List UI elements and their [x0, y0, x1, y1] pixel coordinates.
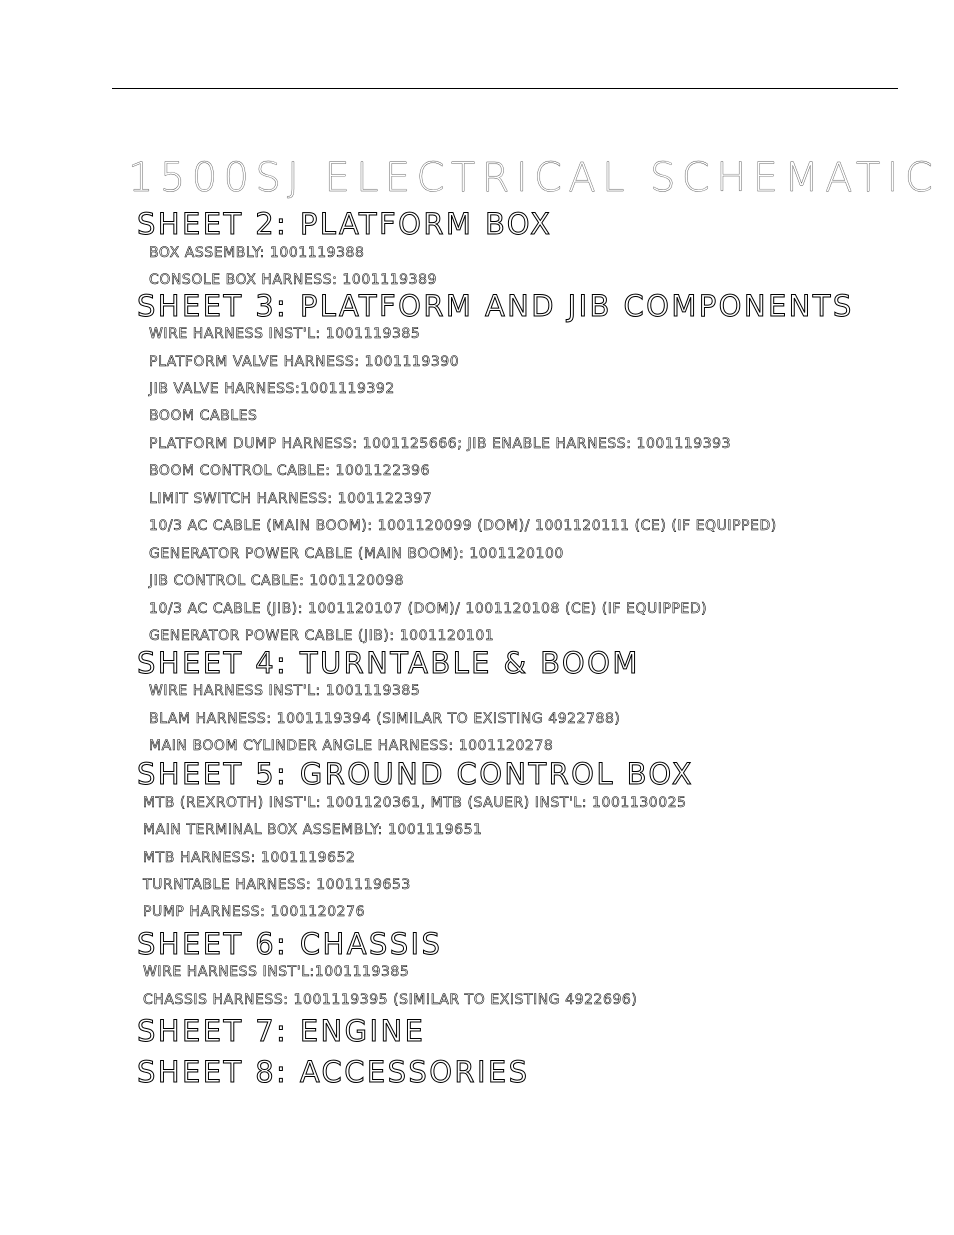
- sheet-3-item: 10/3 AC CABLE (JIB): 1001120107 (DOM)/ 1001120108 (CE) (IF EQUIPPED): [149, 601, 708, 617]
- sheet-3-item: GENERATOR POWER CABLE (MAIN BOOM): 1001120100: [149, 546, 564, 562]
- sheet-4-item: MAIN BOOM CYLINDER ANGLE HARNESS: 1001120278: [149, 738, 554, 754]
- sheet-3-item: BOOM CABLES: [149, 408, 258, 424]
- sheet-5-item: TURNTABLE HARNESS: 1001119653: [143, 877, 411, 893]
- sheet-3-item: BOOM CONTROL CABLE: 1001122396: [149, 463, 431, 479]
- sheet-3-item: PLATFORM DUMP HARNESS: 1001125666; JIB ENABLE HARNESS: 1001119393: [149, 436, 732, 452]
- sheet-3-item: GENERATOR POWER CABLE (JIB): 1001120101: [149, 628, 495, 644]
- sheet-6-heading: SHEET 6: CHASSIS: [137, 927, 443, 961]
- sheet-5-item: MTB HARNESS: 1001119652: [143, 850, 356, 866]
- sheet-5-item: PUMP HARNESS: 1001120276: [143, 904, 366, 920]
- sheet-3-item: JIB VALVE HARNESS:1001119392: [149, 381, 395, 397]
- sheet-3-heading: SHEET 3: PLATFORM AND JIB COMPONENTS: [137, 289, 854, 323]
- sheet-8-heading: SHEET 8: ACCESSORIES: [137, 1055, 530, 1089]
- sheet-4-item: BLAM HARNESS: 1001119394 (SIMILAR TO EXISTING 4922788): [149, 711, 621, 727]
- top-rule: [112, 88, 898, 89]
- sheet-2-item: BOX ASSEMBLY: 1001119388: [149, 245, 365, 261]
- sheet-6-item: CHASSIS HARNESS: 1001119395 (SIMILAR TO EXISTING 4922696): [143, 992, 638, 1008]
- document-title: 1500SJ ELECTRICAL SCHEMATIC: [128, 155, 940, 201]
- sheet-2-item: CONSOLE BOX HARNESS: 1001119389: [149, 272, 438, 288]
- sheet-5-heading: SHEET 5: GROUND CONTROL BOX: [137, 757, 695, 791]
- sheet-3-item: WIRE HARNESS INST'L: 1001119385: [149, 326, 421, 342]
- sheet-3-item: JIB CONTROL CABLE: 1001120098: [149, 573, 404, 589]
- sheet-4-heading: SHEET 4: TURNTABLE & BOOM: [137, 646, 640, 680]
- sheet-3-item: PLATFORM VALVE HARNESS: 1001119390: [149, 354, 460, 370]
- sheet-5-item: MTB (REXROTH) INST'L: 1001120361, MTB (SAUER) INST'L: 1001130025: [143, 795, 687, 811]
- sheet-7-heading: SHEET 7: ENGINE: [137, 1014, 426, 1048]
- sheet-5-item: MAIN TERMINAL BOX ASSEMBLY: 1001119651: [143, 822, 483, 838]
- sheet-3-item: LIMIT SWITCH HARNESS: 1001122397: [149, 491, 433, 507]
- sheet-3-item: 10/3 AC CABLE (MAIN BOOM): 1001120099 (DOM)/ 1001120111 (CE) (IF EQUIPPED): [149, 518, 777, 534]
- sheet-2-heading: SHEET 2: PLATFORM BOX: [137, 207, 553, 241]
- sheet-4-item: WIRE HARNESS INST'L: 1001119385: [149, 683, 421, 699]
- sheet-6-item: WIRE HARNESS INST'L:1001119385: [143, 964, 410, 980]
